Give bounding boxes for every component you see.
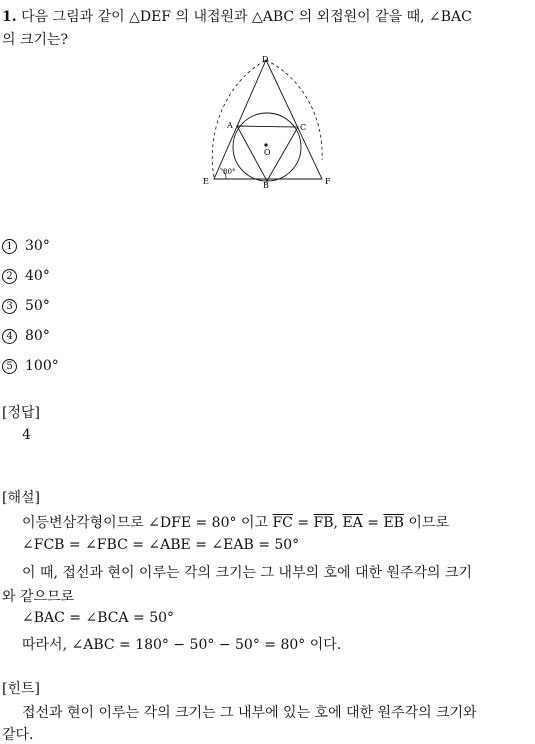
comma: , xyxy=(333,515,343,531)
question-text-1: 다음 그림과 같이 △DEF 의 내접원과 △ABC 의 외접원이 같을 때, ∠BAC xyxy=(21,9,472,25)
label-c: C xyxy=(300,123,307,132)
choice-text: 30° xyxy=(25,238,50,254)
explanation-line-1 xyxy=(22,512,449,532)
label-a: A xyxy=(227,121,233,130)
label-b: B xyxy=(263,181,269,190)
label-o: O xyxy=(264,148,271,157)
label-d: D xyxy=(262,55,269,64)
segment-eb: $\overline{EB}$ xyxy=(383,515,404,531)
figure-svg xyxy=(196,52,346,202)
choice-marker: 3 xyxy=(2,299,17,314)
hint-heading: [힌트] xyxy=(2,681,40,697)
explanation-text: 이등변삼각형이므로 ∠DFE = 80° 이고 xyxy=(22,515,273,531)
question-text-2: 의 크기는? xyxy=(2,32,69,48)
hint-line-1: 접선과 현이 이루는 각의 크기는 그 내부에 있는 호에 대한 원주각의 크기와 xyxy=(22,705,477,721)
explanation-line-4: 와 같으므로 xyxy=(2,589,75,605)
center-point xyxy=(264,143,267,146)
hint-line-2: 같다. xyxy=(2,727,34,743)
explanation-line-3: 이 때, 접선과 현이 이루는 각의 크기는 그 내부의 호에 대한 원주각의 크기 xyxy=(22,565,473,581)
label-f: F xyxy=(325,177,331,186)
explanation-line-6: 따라서, ∠ABC = 180° − 50° − 50° = 80° 이다. xyxy=(22,637,342,653)
choice-2[interactable] xyxy=(2,268,50,284)
choice-marker: 1 xyxy=(2,239,17,254)
explanation-text: 이므로 xyxy=(403,515,449,531)
equals-sign: = xyxy=(362,515,384,531)
explanation-line-2: ∠FCB = ∠FBC = ∠ABE = ∠EAB = 50° xyxy=(22,537,300,553)
label-e: E xyxy=(203,177,209,186)
choice-marker: 2 xyxy=(2,269,17,284)
question-number: 1. xyxy=(2,9,17,25)
choice-text: 80° xyxy=(25,328,50,344)
explanation-heading: [해설] xyxy=(2,490,40,506)
dashed-arc-right xyxy=(266,60,322,160)
choice-3[interactable] xyxy=(2,298,50,314)
choice-marker: 4 xyxy=(2,329,17,344)
geometry-figure xyxy=(196,52,346,202)
answer-value: 4 xyxy=(22,427,31,443)
equals-sign: = xyxy=(292,515,314,531)
answer-heading: [정답] xyxy=(2,405,40,421)
segment-fc: $\overline{FC}$ xyxy=(272,515,293,531)
choice-1[interactable] xyxy=(2,238,50,254)
label-angle-80: 80° xyxy=(223,168,236,176)
segment-fb: $\overline{FB}$ xyxy=(313,515,334,531)
choice-5[interactable] xyxy=(2,358,59,374)
explanation-line-5: ∠BAC = ∠BCA = 50° xyxy=(22,610,175,626)
segment-ea: $\overline{EA}$ xyxy=(342,515,363,531)
question-line-1 xyxy=(2,6,472,26)
choice-text: 100° xyxy=(25,358,59,374)
triangle-def xyxy=(214,60,322,179)
choice-marker: 5 xyxy=(2,359,17,374)
choice-text: 50° xyxy=(25,298,50,314)
choice-text: 40° xyxy=(25,268,50,284)
incircle xyxy=(233,113,301,181)
choice-4[interactable] xyxy=(2,328,50,344)
